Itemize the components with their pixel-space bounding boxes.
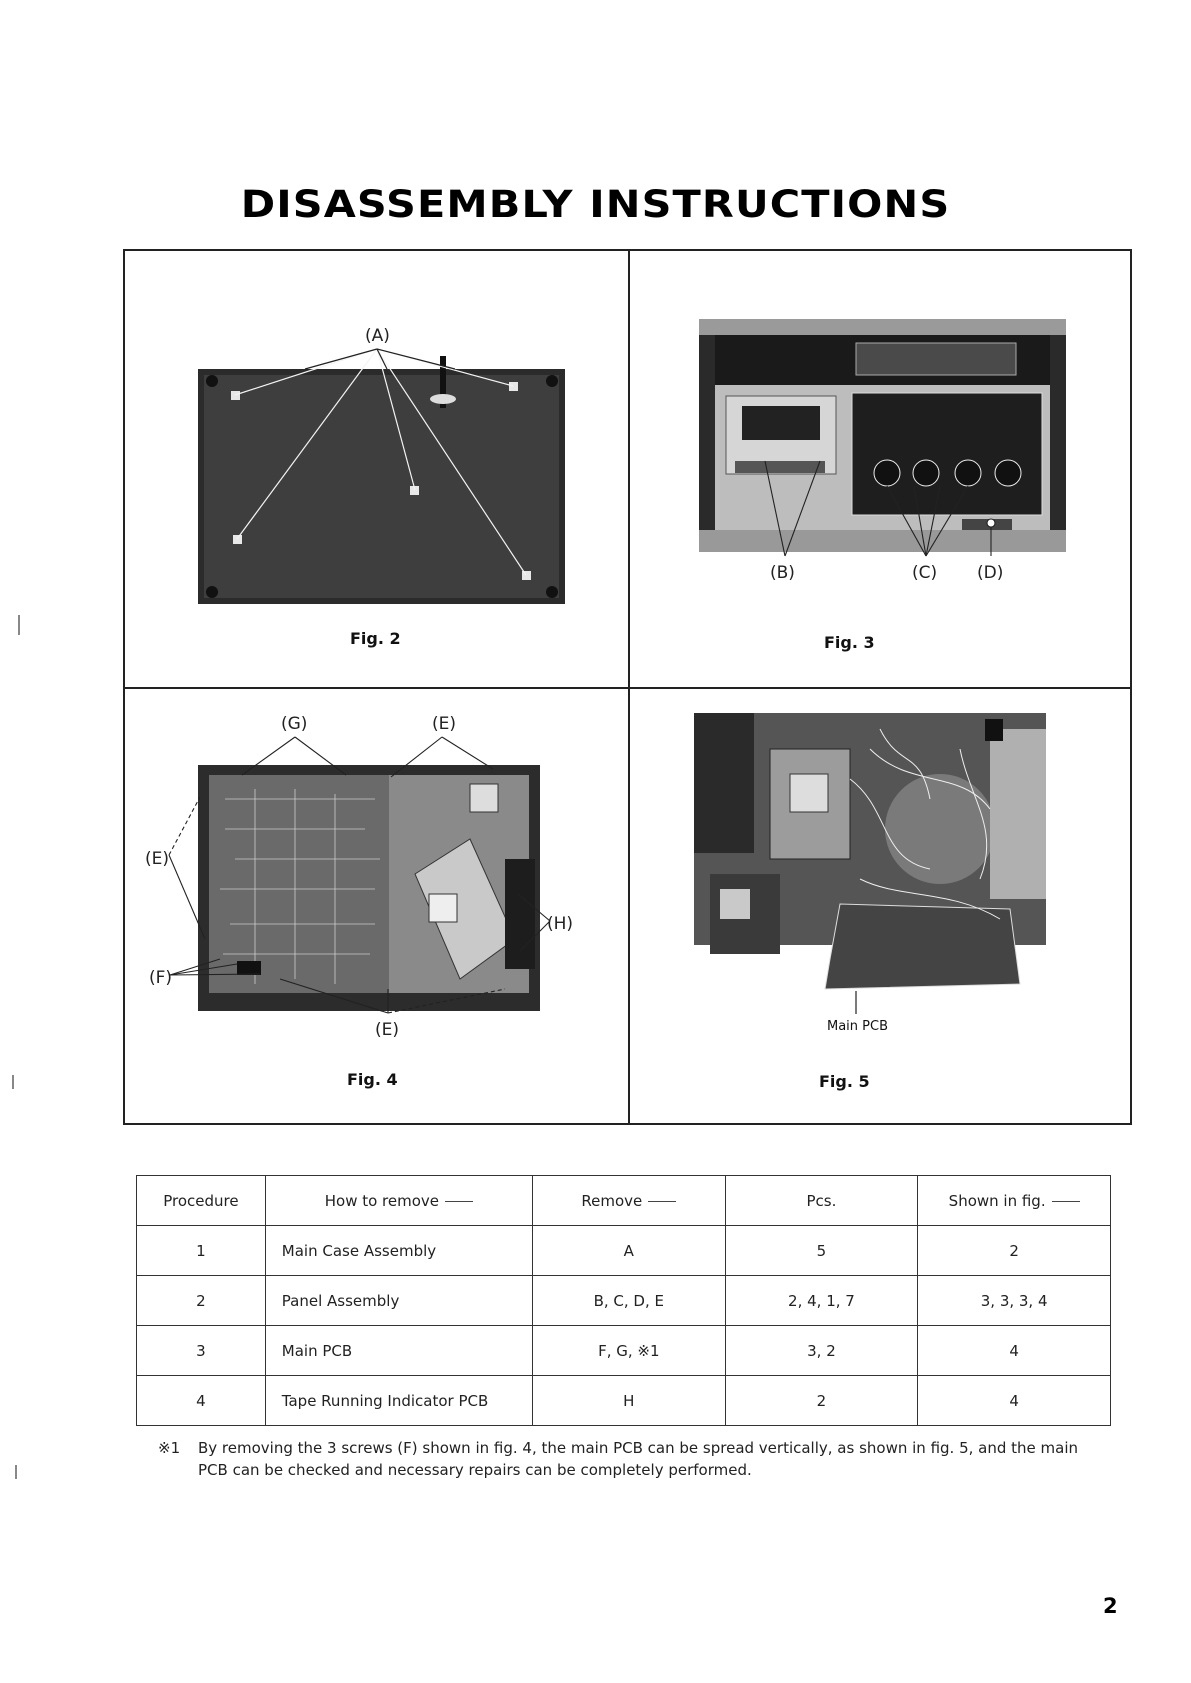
- footnote: [158, 1437, 1108, 1481]
- cell-pcs: 2, 4, 1, 7: [725, 1276, 918, 1326]
- cell-pcs: 3, 2: [725, 1326, 918, 1376]
- fig4-caption: Fig. 4: [347, 1070, 398, 1089]
- table-header-row: [137, 1176, 1111, 1226]
- fig5-photo: [630, 689, 1132, 1125]
- header-procedure: Procedure: [137, 1176, 266, 1226]
- page-title: DISASSEMBLY INSTRUCTIONS: [240, 183, 951, 226]
- cell-procedure: 3: [137, 1326, 266, 1376]
- fig3-label-b: (B): [770, 563, 795, 583]
- fig4-label-e-left: (E): [145, 849, 170, 869]
- cell-shown-in-fig: 3, 3, 3, 4: [918, 1276, 1111, 1326]
- header-shown-in-fig: Shown in fig.: [918, 1176, 1111, 1226]
- fig4-label-e-bottom: (E): [375, 1020, 400, 1040]
- table-row: [137, 1276, 1111, 1326]
- fig2-label-a: (A): [365, 326, 390, 346]
- cell-how-to-remove: Main Case Assembly: [265, 1226, 532, 1276]
- cell-how-to-remove: Tape Running Indicator PCB: [265, 1376, 532, 1426]
- cell-remove: H: [532, 1376, 725, 1426]
- cell-procedure: 4: [137, 1376, 266, 1426]
- table-row: [137, 1226, 1111, 1276]
- cell-pcs: 5: [725, 1226, 918, 1276]
- fig3-panel: [630, 251, 1132, 687]
- fig3-label-d: (D): [977, 563, 1004, 583]
- cell-procedure: 1: [137, 1226, 266, 1276]
- fig2-panel: [125, 251, 628, 687]
- fig3-photo: [630, 251, 1132, 687]
- fig5-caption: Fig. 5: [819, 1072, 870, 1091]
- cell-shown-in-fig: 4: [918, 1376, 1111, 1426]
- cell-how-to-remove: Main PCB: [265, 1326, 532, 1376]
- footnote-text: By removing the 3 screws (F) shown in fig. 4, the main PCB can be spread vertically, as shown in fig. 5, and the main PCB can be checked and necessary repairs can be completely performed.: [198, 1439, 1079, 1479]
- header-remove: Remove: [532, 1176, 725, 1226]
- fig3-label-c: (C): [912, 563, 938, 583]
- fig4-photo: [125, 689, 628, 1125]
- figure-grid: [123, 249, 1132, 1125]
- disassembly-table: [136, 1175, 1111, 1426]
- header-how-to-remove: How to remove: [265, 1176, 532, 1226]
- page-number: 2: [1103, 1594, 1118, 1618]
- fig4-label-h: (H): [547, 914, 574, 934]
- fig5-panel: [630, 689, 1132, 1125]
- cell-pcs: 2: [725, 1376, 918, 1426]
- cell-remove: B, C, D, E: [532, 1276, 725, 1326]
- cell-procedure: 2: [137, 1276, 266, 1326]
- fig4-panel: [125, 689, 628, 1125]
- fig3-caption: Fig. 3: [824, 633, 875, 652]
- fig4-label-e-top: (E): [432, 714, 457, 734]
- cell-remove: A: [532, 1226, 725, 1276]
- footnote-mark: ※1: [158, 1439, 181, 1457]
- cell-how-to-remove: Panel Assembly: [265, 1276, 532, 1326]
- fig5-label-main-pcb: Main PCB: [827, 1019, 889, 1034]
- cell-shown-in-fig: 4: [918, 1326, 1111, 1376]
- fig2-photo: [125, 251, 628, 687]
- table-row: [137, 1326, 1111, 1376]
- cell-shown-in-fig: 2: [918, 1226, 1111, 1276]
- fig2-caption: Fig. 2: [350, 629, 401, 648]
- header-pcs: Pcs.: [725, 1176, 918, 1226]
- cell-remove: F, G, ※1: [532, 1326, 725, 1376]
- fig4-label-f: (F): [149, 968, 173, 988]
- table-row: [137, 1376, 1111, 1426]
- fig4-label-g: (G): [281, 714, 308, 734]
